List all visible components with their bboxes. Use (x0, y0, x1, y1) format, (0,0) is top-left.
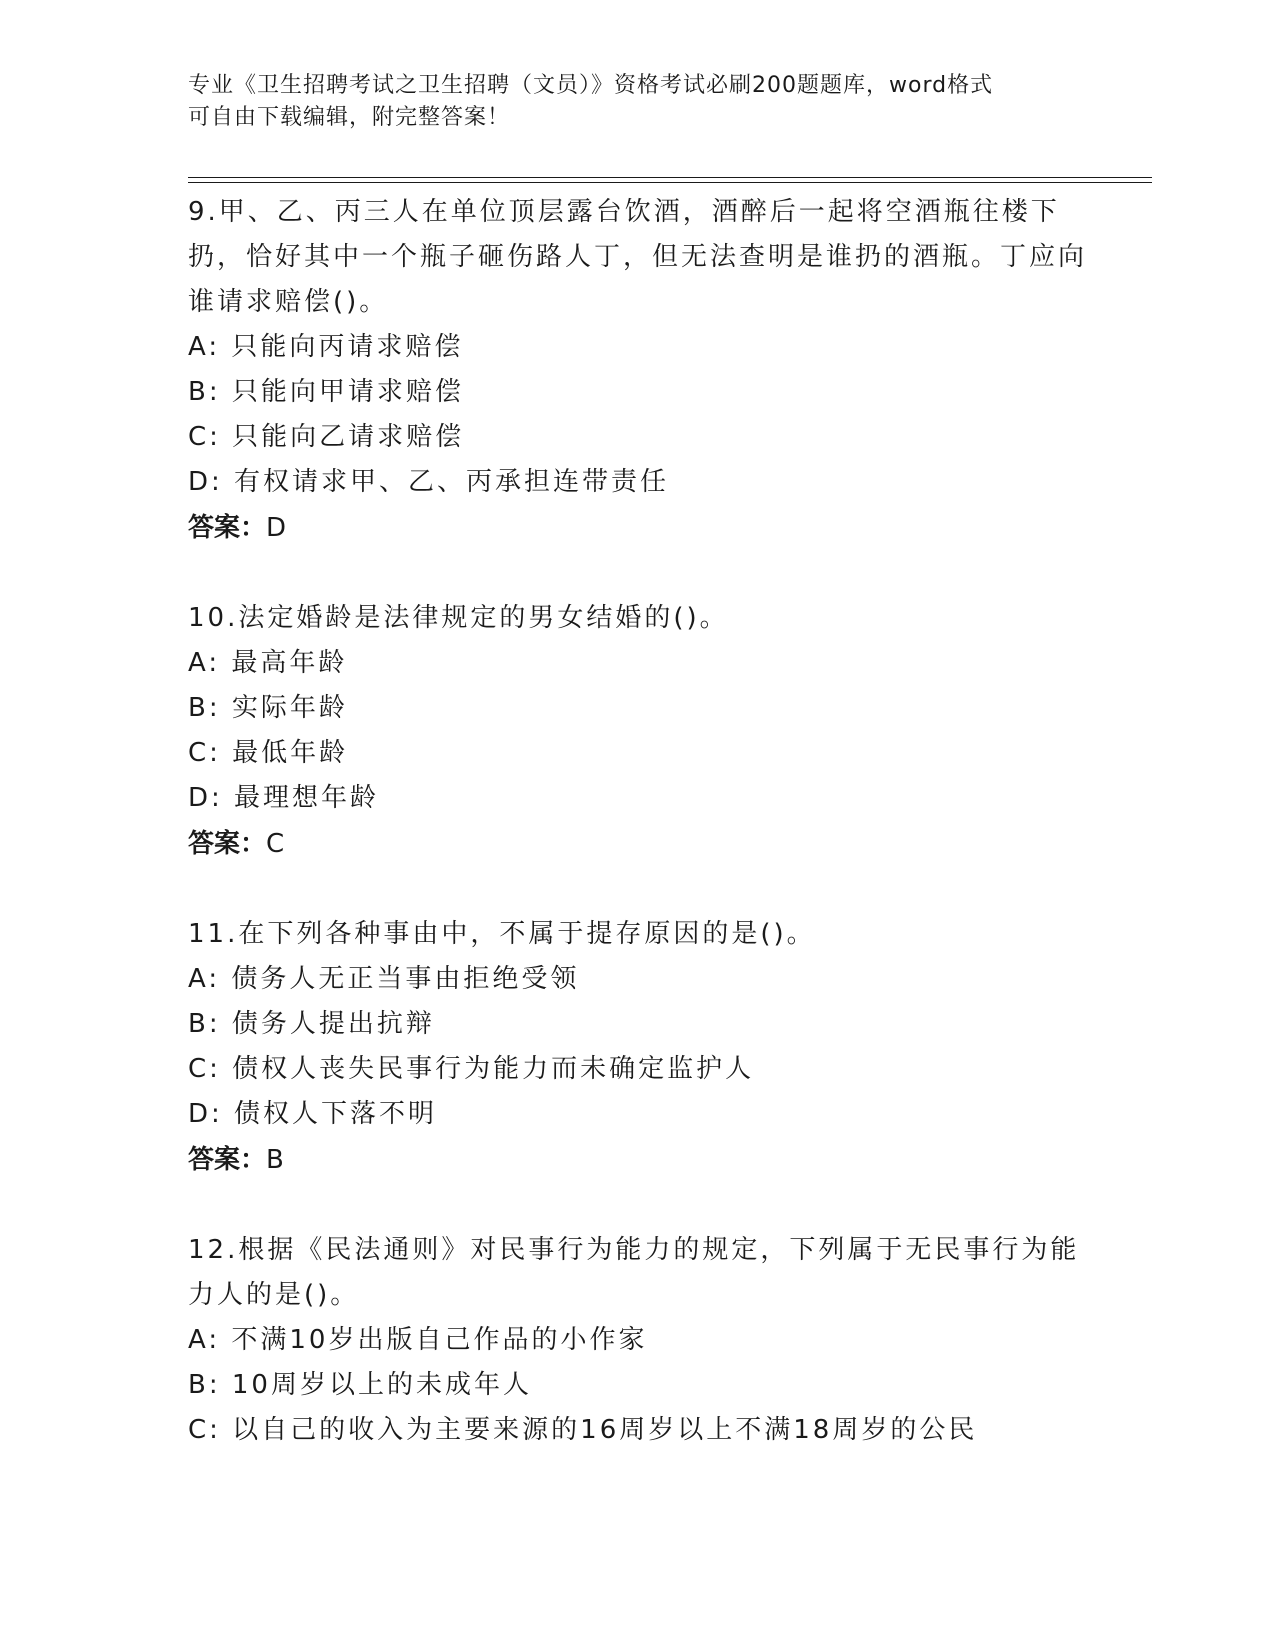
question-text: 12.根据《民法通则》对民事行为能力的规定，下列属于无民事行为能力人的是()。 (188, 1235, 1080, 1310)
option-a: A: 最高年龄 (188, 648, 348, 678)
option-c: C: 以自己的收入为主要来源的16周岁以上不满18周岁的公民 (188, 1415, 978, 1445)
question-text: 11.在下列各种事由中，不属于提存原因的是()。 (188, 919, 816, 949)
answer-label: 答案： (188, 1145, 267, 1175)
option-a: A: 债务人无正当事由拒绝受领 (188, 964, 580, 994)
option-a: A: 不满10岁出版自己作品的小作家 (188, 1325, 648, 1355)
question-text: 9.甲、乙、丙三人在单位顶层露台饮酒，酒醉后一起将空酒瓶往楼下扔，恰好其中一个瓶子砸伤路人丁，但无法查明是谁扔的酒瓶。丁应向谁请求赔偿()。 (188, 197, 1088, 317)
answer (188, 505, 1088, 551)
option-b: B: 10周岁以上的未成年人 (188, 1370, 532, 1400)
option-b: B: 只能向甲请求赔偿 (188, 377, 464, 407)
option-b: B: 债务人提出抗辩 (188, 1009, 435, 1039)
answer (188, 1137, 1088, 1183)
answer-value: B (266, 1145, 284, 1175)
option-b: B: 实际年龄 (188, 693, 348, 723)
header-rule-top (188, 177, 1152, 178)
option-d: D: 最理想年龄 (188, 783, 380, 813)
option-c: C: 债权人丧失民事行为能力而未确定监护人 (188, 1054, 755, 1084)
answer-value: C (266, 829, 285, 859)
question-9 (188, 190, 1088, 551)
question-list (188, 190, 1088, 1498)
header-rule-bottom (188, 182, 1152, 183)
header-line-1: 专业《卫生招聘考试之卫生招聘（文员）》资格考试必刷200题题库，word格式 (188, 73, 994, 98)
option-a: A: 只能向丙请求赔偿 (188, 332, 464, 362)
answer-label: 答案： (188, 829, 267, 859)
answer (188, 821, 1088, 867)
question-text: 10.法定婚龄是法律规定的男女结婚的()。 (188, 603, 729, 633)
option-c: C: 只能向乙请求赔偿 (188, 422, 465, 452)
answer-label: 答案： (188, 513, 267, 543)
document-header (188, 70, 1068, 134)
header-line-2: 可自由下载编辑，附完整答案！ (188, 105, 511, 130)
question-11 (188, 912, 1088, 1183)
question-12 (188, 1228, 1088, 1453)
option-d: D: 有权请求甲、乙、丙承担连带责任 (188, 467, 670, 497)
option-d: D: 债权人下落不明 (188, 1099, 438, 1129)
option-c: C: 最低年龄 (188, 738, 349, 768)
question-10 (188, 596, 1088, 867)
answer-value: D (266, 513, 287, 543)
